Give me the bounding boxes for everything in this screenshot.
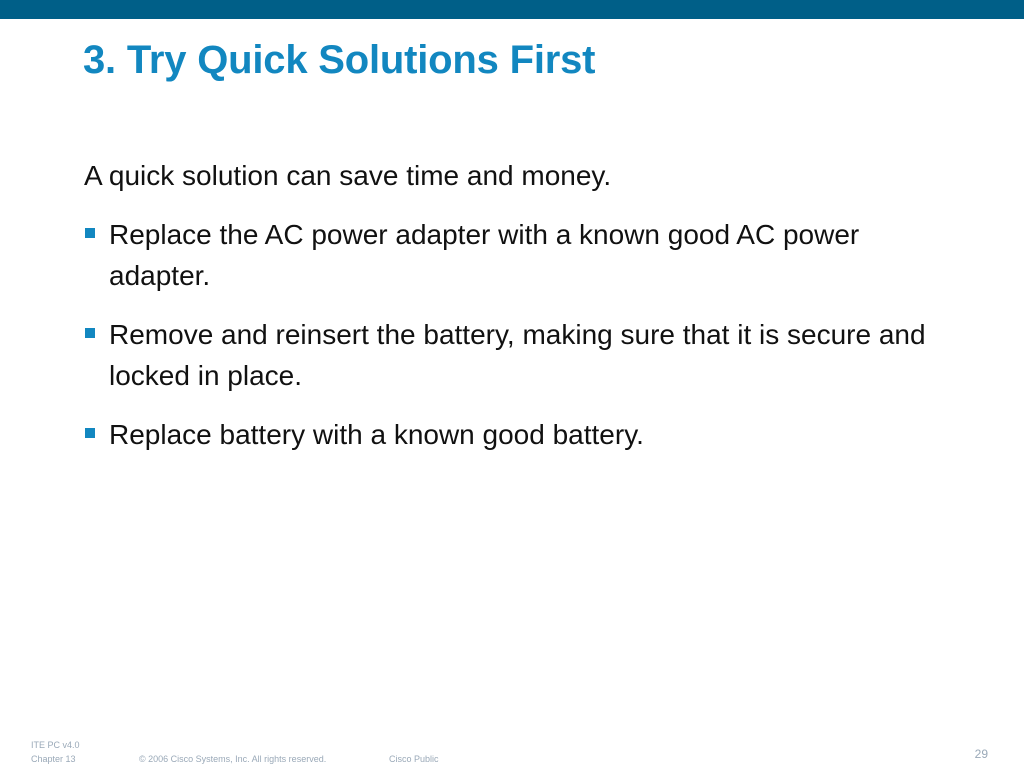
slide-content (84, 156, 964, 473)
square-bullet-icon (85, 228, 95, 238)
bullet-text: Remove and reinsert the battery, making sure that it is secure and locked in place. (109, 319, 926, 391)
chapter-label: Chapter 13 (31, 754, 76, 764)
slide-footer (0, 740, 1024, 768)
top-accent-bar (0, 0, 1024, 19)
bullet-item (84, 414, 964, 455)
course-label: ITE PC v4.0 (31, 740, 80, 750)
page-number: 29 (974, 747, 988, 761)
square-bullet-icon (85, 328, 95, 338)
bullet-list (84, 214, 964, 455)
copyright-text: © 2006 Cisco Systems, Inc. All rights reserved. (139, 754, 327, 764)
bullet-item (84, 214, 964, 296)
classification-label: Cisco Public (389, 754, 439, 764)
bullet-item (84, 314, 964, 396)
bullet-text: Replace battery with a known good battery. (109, 419, 644, 450)
lead-text: A quick solution can save time and money. (84, 160, 612, 191)
square-bullet-icon (85, 428, 95, 438)
slide-title: 3. Try Quick Solutions First (83, 38, 596, 82)
bullet-text: Replace the AC power adapter with a known good AC power adapter. (109, 219, 860, 291)
